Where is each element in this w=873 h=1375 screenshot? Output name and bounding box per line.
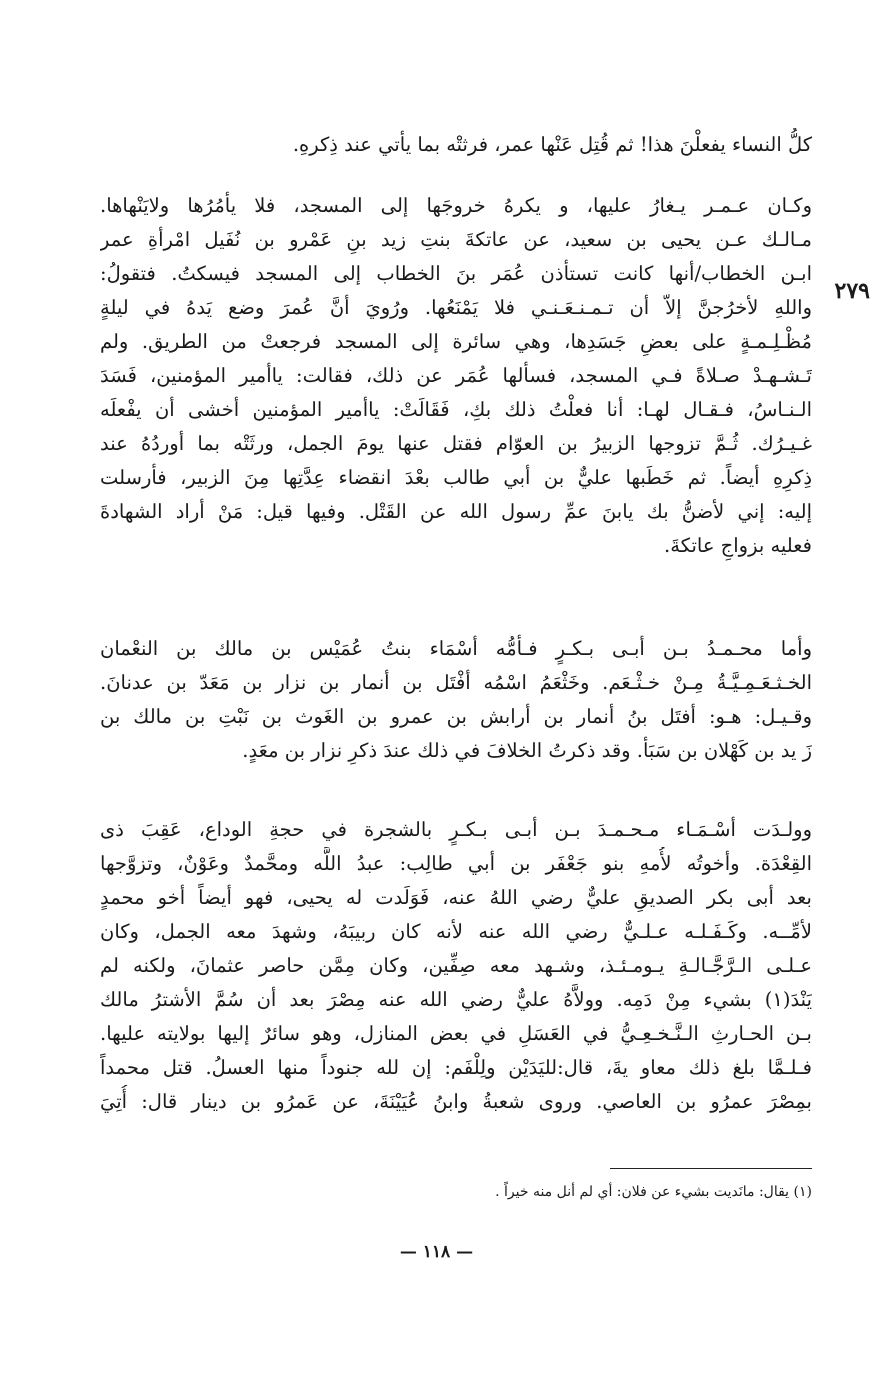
text-line: مـالـك عـن يحيى بن سعيد، عن عاتكةَ بنتِ زيد بنِ عَمْرو بن نُفَيل امْرأةِ عمر <box>100 228 812 251</box>
text-line: مُظْـلِـمـةٍ على بعضِ جَسَدِها، وهي سائرة إلى المسجد فرجعتْ من الطريق. ولم <box>100 330 812 353</box>
text-line: ذِكرِهِ أيضاً. ثم خَطَبها عليٌّ بن أبي طالب بعْدَ انقضاء عِدَّتِها مِنَ الزبير، فأرسلت <box>100 466 812 489</box>
footnote-divider <box>610 1168 812 1169</box>
text-line: غـيـرُك. ثُـمَّ تزوجها الزبيرُ بن العوّام فقتل عنها يومَ الجمل، ورثَتْه بما أوردُهُ عند <box>100 432 812 455</box>
text-line: وقـيـل: هـو: أفتَل بنُ أنمار بن أرابش بن عمرو بن الغَوث بن نَبْتِ بن مالك بن <box>100 705 812 728</box>
text-line: واللهِ لأخرُجنَّ إلاّ أن تـمـنـعَـنـي فلا يَمْنَعُها. ورُويَ أنَّ عُمرَ وضع يَدهُ في ليلةٍ <box>100 296 812 319</box>
text-line: بمِصْرَ عمرُو بن العاصي. وروى شعبةُ وابنُ عُيَيْنَةَ، عن عَمرُو بن دينار قال: أُتِيَ <box>100 1090 812 1113</box>
footnote: (١) يقال: مانَديت بشيء عن فلان: أي لم أنل منه خيراً . <box>495 1184 812 1200</box>
text-line: لأمِّــه. وكَـفَـلـه عـلـيٌّ رضي الله عنه لأنه كان ربيبَهُ، وشهدَ معه الجمل، وكان <box>100 920 812 943</box>
margin-page-number: ٢٧٩ <box>834 278 870 304</box>
text-line: زَ يد بن كَهْلان بن سَبَأ. وقد ذكرتُ الخلافَ في ذلك عندَ ذكرِ نزار بن معَدٍ. <box>242 739 812 762</box>
text-line: الـنـاسُ، فـقـال لهـا: أنا فعلْتُ ذلك بكِ، فَقَالَتْ: ياأمير المؤمنين أخشى أن يفْعلَه <box>100 398 812 421</box>
paragraph-1 <box>100 128 812 162</box>
text-line: يَنْدَ(١) بشيء مِنْ دَمِه. وولاَّهُ عليٌّ رضي الله عنه مِصْرَ بعد أن سُمَّ الأشترُ مالك <box>100 988 812 1011</box>
page-number: — ١١٨ — <box>399 1242 474 1262</box>
text-line: عـلـى الـرَّجَّـالـةِ يـومـئـذ، وشـهد معه صِفِّين، وكان مِمَّن حاصر عثمانَ، ولكنه لم <box>100 954 812 977</box>
text-line: تَـشـهـدْ صـلاةً فـي المسجد، فسألها عُمَر عن ذلك، فقالت: ياأمير المؤمنين، فَسَدَ <box>100 364 812 387</box>
paragraph-4 <box>100 813 812 1119</box>
paragraph-2 <box>100 189 812 563</box>
text-line: فعليه بزواجِ عاتكةَ. <box>664 534 812 557</box>
text-line: القِعْدَة. وأخوتُه لأُمهِ بنو جَعْفَر بن أبي طالِب: عبدُ اللَّه ومحَّمدٌ وعَوْنٌ، وتزوَّجها <box>100 852 812 875</box>
text-line: ابـن الخطاب/أنها كانت تستأذن عُمَر بنَ الخطاب إلى المسجد فيسكتُ. فتقولُ: <box>100 262 812 285</box>
text-line: الخـثـعَـمِـيَّـةُ مِـنْ خـثْـعَم. وخَثْعَمُ اسْمُه أفْتَل بن أنمار بن نزار بن مَعَدّ بن عدنانَ. <box>100 671 812 694</box>
text-line: كلُّ النساء يفعلْنَ هذا! ثم قُتِل عَنْها عمر، فرثتْه بما يأتي عند ذِكرهِ. <box>292 133 812 156</box>
text-line: وأما محـمـدُ بـن أبـى بـكـرٍ فـأمُّه أسْمَاء بنتُ عُمَيْس بن مالك بن النعْمان <box>100 637 812 660</box>
text-line: فـلـمَّا بلغ ذلك معاو يةَ، قال:لليَدَيْن ولِلْفَم: إن لله جنوداً منها العسلُ. قتل محمداً <box>100 1056 812 1079</box>
paragraph-3 <box>100 632 812 768</box>
text-line: بـن الحـارثِ الـنَّـخـعِـيُّ في العَسَلِ في بعض المنازل، وهو سائرٌ إليها بولايته عليها. <box>100 1022 812 1045</box>
text-line: وولـدَت أسْـمَـاء مـحـمـدَ بـن أبـى بـكـرٍ بالشجرة في حجةِ الوداع، عَقِبَ ذى <box>100 818 812 841</box>
text-line: وكـان عـمـر يـغارُ عليها، و يكرهُ خروجَها إلى المسجد، فلا يأمُرُها ولايَنْهاها. <box>100 194 812 217</box>
text-line: إليه: إني لأضنُّ بك يابنَ عمِّ رسول الله عن القَتْل. وفيها قيل: مَنْ أراد الشهادةَ <box>100 500 812 523</box>
text-line: بعد أبى بكر الصديقِ عليٌّ رضي اللهُ عنه، فَوَلَدت له يحيى، فهو أيضاً أخو محمدٍ <box>100 886 812 909</box>
